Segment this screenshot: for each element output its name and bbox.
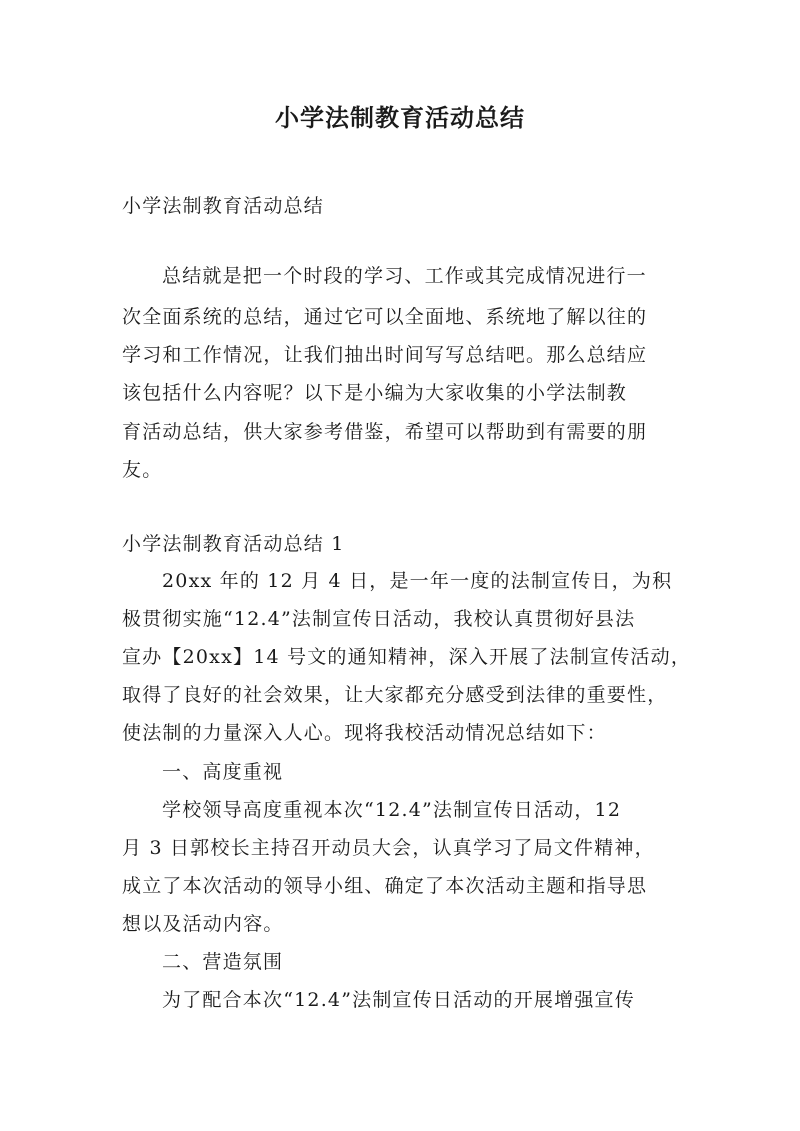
intro-line: 次全面系统的总结，通过它可以全面地、系统地了解以往的	[122, 306, 648, 328]
part-line: 想以及活动内容。	[122, 913, 284, 935]
section-line: 宣办【20xx】14 号文的通知精神，深入开展了法制宣传活动，	[122, 646, 692, 668]
section-line: 取得了良好的社会效果，让大家都充分感受到法律的重要性，	[122, 684, 668, 706]
document-title: 小学法制教育活动总结	[275, 104, 525, 132]
section-line: 20xx 年的 12 月 4 日，是一年一度的法制宣传日，为积	[162, 570, 673, 592]
part-heading: 二、营造氛围	[162, 951, 284, 973]
part-line: 成立了本次活动的领导小组、确定了本次活动主题和指导思	[122, 875, 648, 897]
part-line: 为了配合本次“12.4”法制宣传日活动的开展增强宣传	[162, 989, 635, 1011]
part-line: 学校领导高度重视本次“12.4”法制宣传日活动，12	[162, 799, 622, 821]
part-line: 月 3 日郭校长主持召开动员大会，认真学习了局文件精神，	[122, 837, 655, 859]
intro-line: 友。	[122, 459, 163, 481]
section-heading: 小学法制教育活动总结 1	[122, 533, 345, 555]
intro-line: 学习和工作情况，让我们抽出时间写写总结吧。那么总结应	[122, 344, 648, 366]
subtitle: 小学法制教育活动总结	[122, 195, 325, 217]
intro-line: 该包括什么内容呢？以下是小编为大家收集的小学法制教	[122, 382, 628, 404]
part-heading: 一、高度重视	[162, 761, 284, 783]
intro-line: 总结就是把一个时段的学习、工作或其完成情况进行一	[162, 265, 647, 287]
section-line: 极贯彻实施“12.4”法制宣传日活动，我校认真贯彻好县法	[122, 608, 636, 630]
section-line: 使法制的力量深入人心。现将我校活动情况总结如下：	[122, 722, 607, 744]
intro-line: 育活动总结，供大家参考借鉴，希望可以帮助到有需要的朋	[122, 421, 648, 443]
